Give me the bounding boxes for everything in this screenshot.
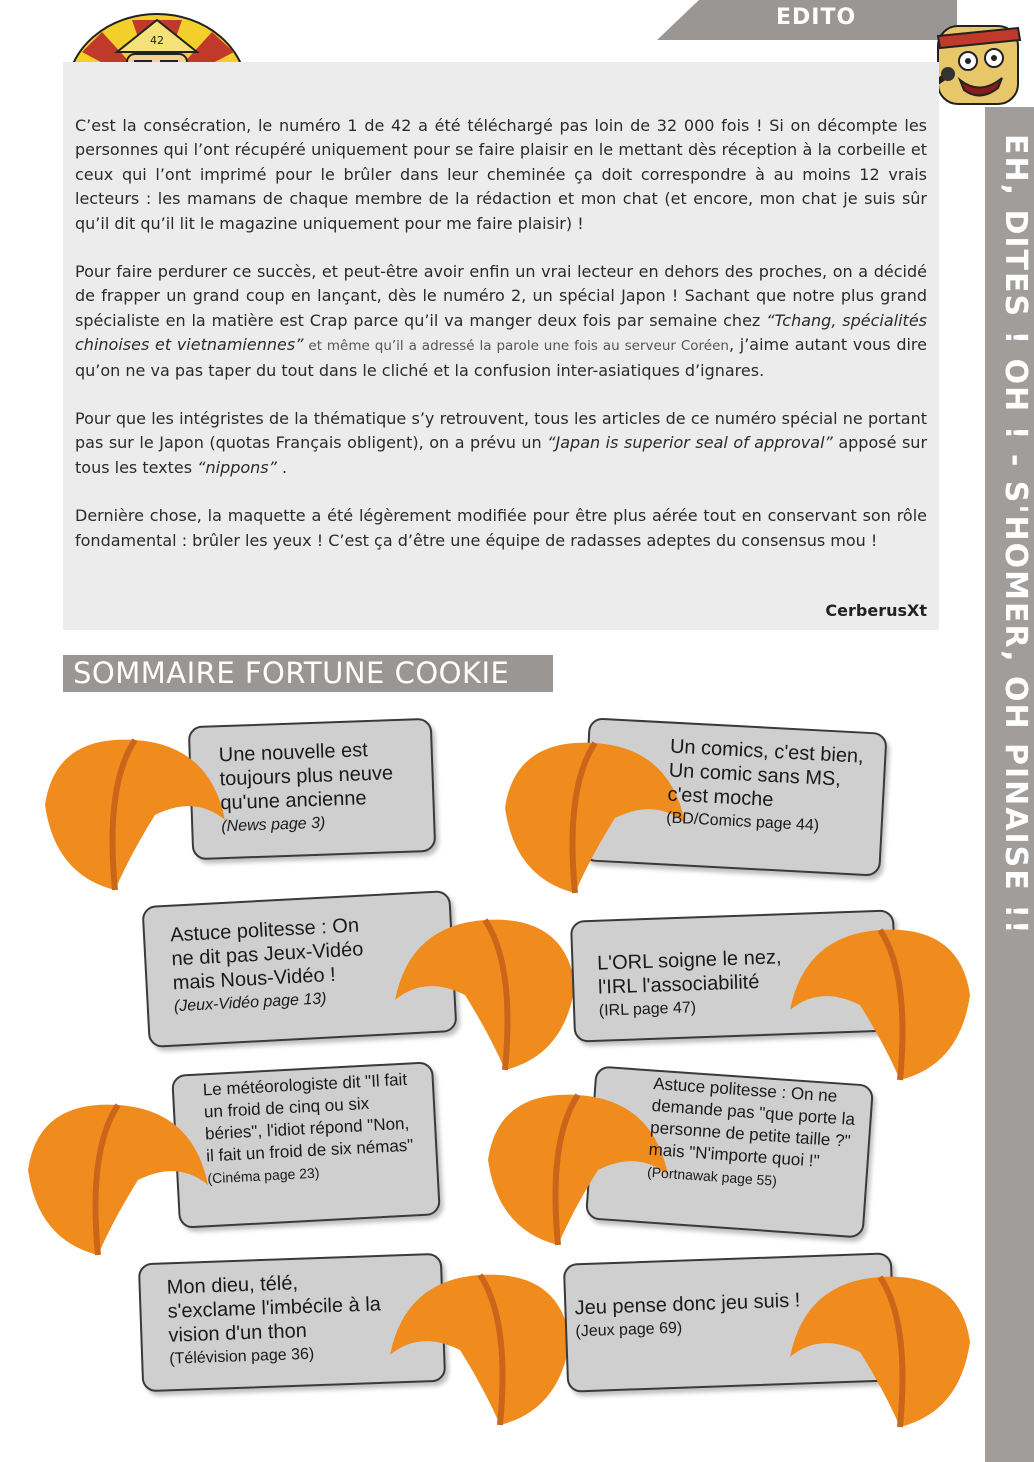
edito-p2-text-b: , j’aime autant vous dire qu’on ne va pas taper du tout dans le cliché et la confusion inter-asiatiques d’ignares. bbox=[75, 335, 928, 380]
edito-p3-text-c: . bbox=[276, 457, 288, 477]
fortune-cookie-icon bbox=[370, 1260, 580, 1430]
cookie-message: Astuce politesse : On ne dit pas Jeux-Vidéo mais Nous-Vidéo ! bbox=[169, 914, 364, 995]
edito-body bbox=[75, 114, 927, 577]
edito-paragraph-4: Dernière chose, la maquette a été légèrement modifiée pour être plus aérée tout en conservant son rôle fondamental : brûler les yeux ! C’est ça d’être une équipe de radasses adeptes du consensus mou ! bbox=[75, 506, 927, 550]
edito-p3-text-a: Pour que les intégristes de la thématique s’y retrouvent, tous les articles de ce numéro spécial ne portant pas sur le Japon (quotas Français obligent), on a prévu un bbox=[75, 409, 927, 453]
side-title: EH, DITES ! OH ! - S'HOMER, OH PINAISE !! bbox=[998, 134, 1033, 936]
cookie-page-ref: (Télévision page 36) bbox=[169, 1345, 315, 1368]
fortune-cookie-icon bbox=[18, 1090, 228, 1260]
cookie-message: L'ORL soigne le nez, l'IRL l'associabilité bbox=[596, 946, 782, 999]
edito-p3-quote2: “nippons” bbox=[197, 457, 277, 477]
signature: CerberusXt bbox=[825, 601, 927, 620]
edito-paragraph-1: C’est la consécration, le numéro 1 de 42 a été téléchargé pas loin de 32 000 fois ! Si on décompte les personnes qui l’ont récupéré uniquement pour se faire plaisir en le mettant dès réception à la corbeille et ceux qui l’ont imprimé pour le brûler dans leur cheminée ça doit correspondre à au moins 12 vrais lecteurs : les mamans de chaque membre de la rédaction et mon chat (et encore, mon chat je suis sûr qu’il dit qu’il lit le magazine uniquement pour me faire plaisir) ! bbox=[75, 116, 927, 233]
cookie-page-ref: (BD/Comics page 44) bbox=[665, 809, 820, 835]
cookie-message: Une nouvelle est toujours plus neuve qu'une ancienne bbox=[218, 739, 394, 815]
cookie-message: Mon dieu, télé, s'exclame l'imbécile à la vision d'un thon bbox=[166, 1272, 382, 1347]
edito-p2-quote: “Tchang, spécialités chinoises et vietnamiennes” bbox=[75, 310, 927, 355]
edito-p2-small: et même qu’il a adressé la parole une fois au serveur Coréen bbox=[303, 338, 729, 355]
cookie-page-ref: (News page 3) bbox=[221, 814, 326, 836]
cookie-page-ref: (Portnawak page 55) bbox=[646, 1163, 778, 1189]
cookie-message: Un comics, c'est bien, Un comic sans MS, c'est moche bbox=[666, 735, 865, 812]
fortune-cookie-icon bbox=[375, 905, 585, 1075]
cookie-page-ref: (IRL page 47) bbox=[598, 999, 697, 1020]
cookie-message: Astuce politesse : On ne demande pas "que porte la personne de petite taille ?" mais "N'importe quoi !" bbox=[648, 1073, 856, 1171]
edito-paragraph-3 bbox=[75, 407, 927, 480]
edito-p3-text-b: apposé sur tous les textes bbox=[75, 433, 928, 477]
cookie-text-5 bbox=[202, 1069, 417, 1190]
cookie-message: Le météorologiste dit "Il fait un froid de cinq ou six béries", l'idiot répond "Non, il fait un froid de six némas" bbox=[202, 1069, 414, 1166]
cookie-text-1 bbox=[218, 737, 411, 840]
cookie-text-4 bbox=[597, 944, 809, 1023]
cookie-text-2 bbox=[666, 735, 881, 842]
fortune-cookie-icon bbox=[35, 725, 245, 895]
cookie-page-ref: (Jeux-Vidéo page 13) bbox=[173, 990, 327, 1016]
section-label: EDITO bbox=[776, 5, 857, 30]
cookie-text-3 bbox=[170, 913, 380, 1020]
cookie-page-ref: (Jeux page 69) bbox=[575, 1319, 683, 1341]
edito-paragraph-2 bbox=[75, 260, 927, 383]
edito-p3-quote: “Japan is superior seal of approval” bbox=[547, 433, 833, 453]
cookie-text-7 bbox=[166, 1268, 384, 1371]
edito-p2-text-a: Pour faire perdurer ce succès, et peut-être avoir enfin un vrai lecteur en dehors des proches, on a décidé de frapper un grand coup en lançant, dès le numéro 2, un spécial Japon ! Sachant que notre plus grand spécialiste en la matière est Crap parce qu’il va manger deux fois par semaine chez bbox=[75, 262, 927, 330]
cookie-text-8 bbox=[574, 1288, 826, 1345]
cookie-text-6 bbox=[646, 1073, 858, 1197]
cookie-message: Jeu pense donc jeu suis ! bbox=[574, 1289, 801, 1320]
seal-number: 42 bbox=[150, 34, 164, 47]
cookie-page-ref: (Cinéma page 23) bbox=[207, 1164, 320, 1187]
sommaire-heading: SOMMAIRE FORTUNE COOKIE bbox=[63, 655, 553, 692]
